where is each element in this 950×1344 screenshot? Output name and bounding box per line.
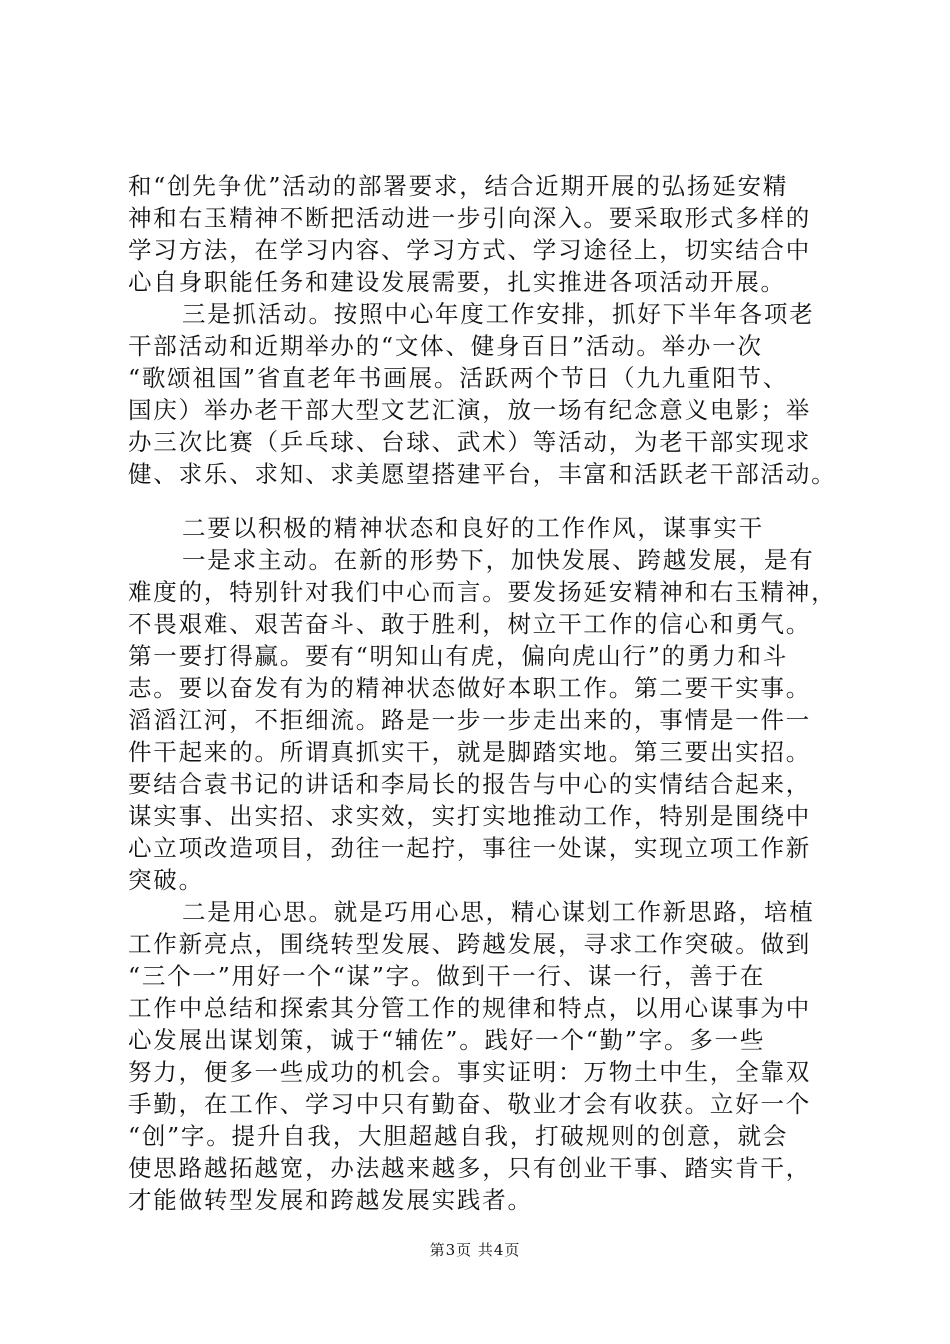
body-text-line: 难度的，特别针对我们中心而言。要发扬延安精神和右玉精神， — [128, 578, 837, 606]
body-text-line: 三是抓活动。按照中心年度工作安排，抓好下半年各项老 — [182, 300, 815, 328]
body-text-line: 二是用心思。就是巧用心思，精心谋划工作新思路，培植 — [182, 898, 815, 926]
body-text-line: “创”字。提升自我，大胆超越自我，打破规则的创意，就会 — [128, 1122, 789, 1150]
page-number: 第3页 共4页 — [429, 1241, 521, 1259]
body-text-line: 国庆）举办老干部大型文艺汇演，放一场有纪念意义电影；举 — [128, 396, 812, 424]
body-text-line: “歌颂祖国”省直老年书画展。活跃两个节日（九九重阳节、 — [128, 364, 789, 392]
body-text-line: 工作中总结和探索其分管工作的规律和特点，以用心谋事为中 — [128, 994, 812, 1022]
body-text-line: 件干起来的。所谓真抓实干，就是脚踏实地。第三要出实招。 — [128, 738, 812, 766]
body-text-line: 突破。 — [128, 866, 204, 894]
body-text-line: 和“创先争优”活动的部署要求，结合近期开展的弘扬延安精 — [128, 172, 789, 200]
body-text-line: 神和右玉精神不断把活动进一步引向深入。要采取形式多样的 — [128, 204, 812, 232]
body-text-line: 健、求乐、求知、求美愿望搭建平台，丰富和活跃老干部活动。 — [128, 460, 837, 488]
body-text-line: “三个一”用好一个“谋”字。做到干一行、谋一行，善于在 — [128, 962, 766, 990]
body-text-line: 一是求主动。在新的形势下，加快发展、跨越发展，是有 — [182, 546, 815, 574]
body-text-line: 不畏艰难、艰苦奋斗、敢于胜利，树立干工作的信心和勇气。 — [128, 610, 812, 638]
body-text-line: 学习方法，在学习内容、学习方式、学习途径上，切实结合中 — [128, 236, 812, 264]
body-text-line: 志。要以奋发有为的精神状态做好本职工作。第二要干实事。 — [128, 674, 812, 702]
body-text-line: 使思路越拓越宽，办法越来越多，只有创业干事、踏实肯干， — [128, 1154, 812, 1182]
body-text-line: 才能做转型发展和跨越发展实践者。 — [128, 1186, 533, 1214]
body-text-line: 谋实事、出实招、求实效，实打实地推动工作，特别是围绕中 — [128, 802, 812, 830]
section-heading: 二要以积极的精神状态和良好的工作作风，谋事实干 — [182, 514, 764, 542]
body-text-line: 工作新亮点，围绕转型发展、跨越发展，寻求工作突破。做到 — [128, 930, 812, 958]
body-text-line: 第一要打得赢。要有“明知山有虎，偏向虎山行”的勇力和斗 — [128, 642, 789, 670]
body-text-line: 心发展出谋划策，诚于“辅佐”。践好一个“勤”字。多一些 — [128, 1026, 766, 1054]
body-text-line: 要结合袁书记的讲话和李局长的报告与中心的实情结合起来， — [128, 770, 812, 798]
body-text-line: 努力，便多一些成功的机会。事实证明：万物土中生，全靠双 — [128, 1058, 812, 1086]
body-text-line: 手勤，在工作、学习中只有勤奋、敬业才会有收获。立好一个 — [128, 1090, 812, 1118]
body-text-line: 干部活动和近期举办的“文体、健身百日”活动。举办一次 — [128, 332, 763, 360]
body-text-line: 办三次比赛（乒乓球、台球、武术）等活动，为老干部实现求 — [128, 428, 812, 456]
body-text-line: 滔滔江河，不拒细流。路是一步一步走出来的，事情是一件一 — [128, 706, 812, 734]
body-text-line: 心自身职能任务和建设发展需要，扎实推进各项活动开展。 — [128, 268, 786, 296]
body-text-line: 心立项改造项目，劲往一起拧，事往一处谋，实现立项工作新 — [128, 834, 812, 862]
